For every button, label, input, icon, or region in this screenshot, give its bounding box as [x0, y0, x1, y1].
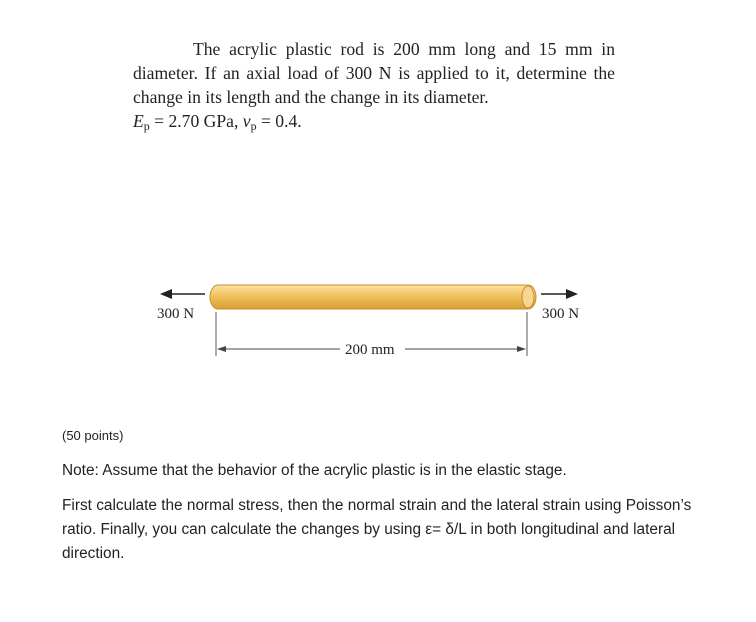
- dimension-arrow-right-icon: [517, 346, 526, 352]
- right-arrow-head-icon: [566, 289, 578, 299]
- length-label: 200 mm: [345, 342, 395, 358]
- notes-section: [62, 428, 712, 566]
- left-load-label: 300 N: [157, 306, 195, 322]
- rod-end-face: [522, 286, 534, 308]
- left-arrow-head-icon: [160, 289, 172, 299]
- points-label: (50 points): [62, 428, 124, 443]
- modulus-subscript: p: [143, 119, 150, 133]
- elastic-note: Note: Assume that the behavior of the acrylic plastic is in the elastic stage.: [62, 462, 567, 479]
- dimension-arrow-left-icon: [217, 346, 226, 352]
- modulus-value: = 2.70 GPa,: [149, 111, 243, 131]
- right-load-label: 300 N: [542, 306, 580, 322]
- solution-instructions: First calculate the normal stress, then the normal strain and the lateral strain using Poisson’s ratio. Finally, you can calculate the changes by using ε= δ/L in both longitudinal and lateral direction.: [62, 497, 692, 562]
- poisson-subscript: p: [250, 119, 257, 133]
- poisson-symbol: ν: [242, 111, 251, 131]
- poisson-value: = 0.4.: [256, 111, 302, 131]
- problem-text: The acrylic plastic rod is 200 mm long and 15 mm in diameter. If an axial load of 300 N is applied to it, determine the change in its length and the change in its diameter.: [133, 39, 615, 107]
- acrylic-rod: [210, 285, 536, 309]
- modulus-symbol: E: [133, 111, 144, 131]
